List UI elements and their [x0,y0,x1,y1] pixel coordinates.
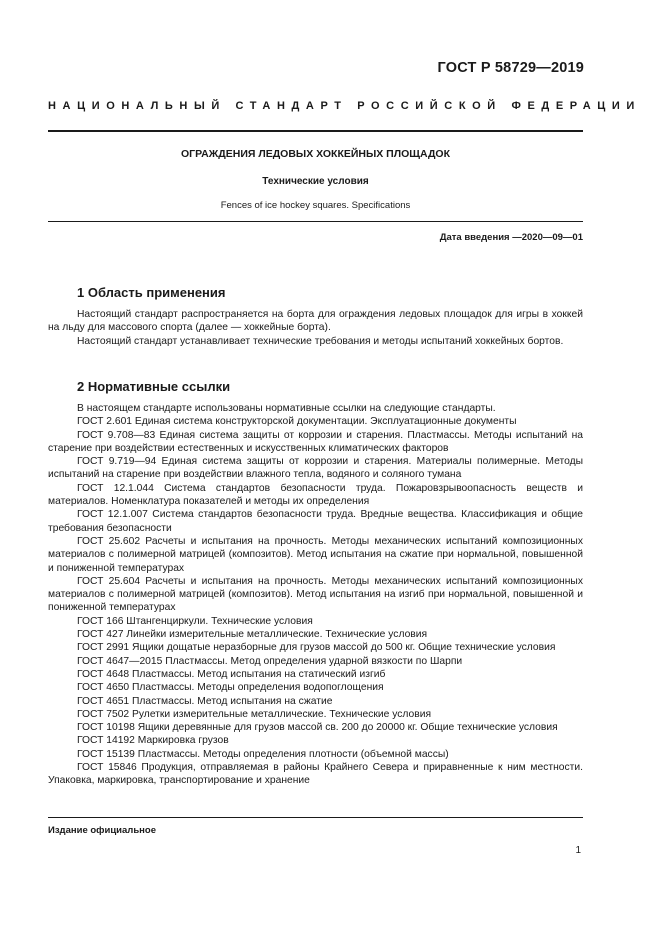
reference-item: ГОСТ 166 Штангенциркули. Технические условия [77,615,313,627]
reference-item: ГОСТ 4647—2015 Пластмассы. Метод определения ударной вязкости по Шарпи [77,655,463,667]
reference-item: ГОСТ 12.1.007 Система стандартов безопасности труда. Вредные вещества. Классификация и общие требования безопасности [48,509,583,534]
reference-item: ГОСТ 25.604 Расчеты и испытания на прочность. Методы механических испытаний композиционных материалов с полимерной матрицей (композитов). Метод испытания на изгиб при нормальной, повышенной и пониженной температурах [48,575,583,614]
reference-item: ГОСТ 427 Линейки измерительные металлические. Технические условия [77,629,428,641]
reference-item: ГОСТ 15846 Продукция, отправляемая в районы Крайнего Севера и приравненные к ним местности. Упаковка, маркировка, транспортирование и хранение [48,762,583,787]
title-divider [48,221,583,222]
document-number: ГОСТ Р 58729—2019 [437,60,584,76]
reference-item: ГОСТ 4650 Пластмассы. Методы определения водопоглощения [77,682,384,694]
reference-item: ГОСТ 2991 Ящики дощатые неразборные для грузов массой до 500 кг. Общие технические условия [77,642,556,654]
reference-item: ГОСТ 10198 Ящики деревянные для грузов массой св. 200 до 20000 кг. Общие технические условия [77,722,558,734]
reference-item: ГОСТ 9.719—94 Единая система защиты от коррозии и старения. Материалы полимерные. Методы испытаний на старение при воздействии влажного тепла, водяного и соляного тумана [48,456,583,481]
section-1-heading: 1 Область применения [77,285,226,300]
reference-item: ГОСТ 15139 Пластмассы. Методы определения плотности (объемной массы) [77,748,449,760]
section-1-paragraph: Настоящий стандарт устанавливает технические требования и методы испытаний хоккейных бортов. [77,335,564,347]
section-2-heading: 2 Нормативные ссылки [77,379,231,394]
national-standard-banner: НАЦИОНАЛЬНЫЙ СТАНДАРТ РОССИЙСКОЙ ФЕДЕРАЦИИ [48,100,641,112]
reference-item: ГОСТ 4651 Пластмассы. Метод испытания на сжатие [77,695,333,707]
reference-item: ГОСТ 14192 Маркировка грузов [77,735,229,747]
header-divider [48,130,583,132]
reference-item: ГОСТ 9.708—83 Единая система защиты от коррозии и старения. Пластмассы. Методы испытаний на старение при воздействии естественных и искусственных климатических факторов [48,429,583,454]
official-edition-label: Издание официальное [48,825,156,836]
reference-item: ГОСТ 12.1.044 Система стандартов безопасности труда. Пожаровзрывоопасность веществ и материалов. Номенклатура показателей и методы их определения [48,482,583,508]
section-1-paragraph: Настоящий стандарт распространяется на борта для ограждения ледовых площадок для игры в хоккей на льду для массового спорта (далее — хоккейные борта). [48,309,583,334]
introduction-date: Дата введения —2020—09—01 [439,232,583,243]
reference-item: ГОСТ 4648 Пластмассы. Метод испытания на статический изгиб [77,668,386,680]
reference-item: ГОСТ 25.602 Расчеты и испытания на прочность. Методы механических испытаний композиционных материалов с полимерной матрицей (композитов). Метод испытания на сжатие при нормальной, повышенной и пониженной температурах [48,535,583,574]
document-title: ОГРАЖДЕНИЯ ЛЕДОВЫХ ХОККЕЙНЫХ ПЛОЩАДОК [180,148,450,160]
page-number: 1 [575,845,581,856]
footer-divider [48,817,583,818]
section-1-body [48,308,583,348]
normative-references-list [48,402,583,788]
reference-intro: В настоящем стандарте использованы нормативные ссылки на следующие стандарты. [77,403,496,414]
reference-item: ГОСТ 2.601 Единая система конструкторской документации. Эксплуатационные документы [77,416,517,428]
reference-item: ГОСТ 7502 Рулетки измерительные металлические. Технические условия [77,708,432,720]
document-title-english: Fences of ice hockey squares. Specifications [220,200,411,211]
document-subtitle: Технические условия [262,176,369,187]
